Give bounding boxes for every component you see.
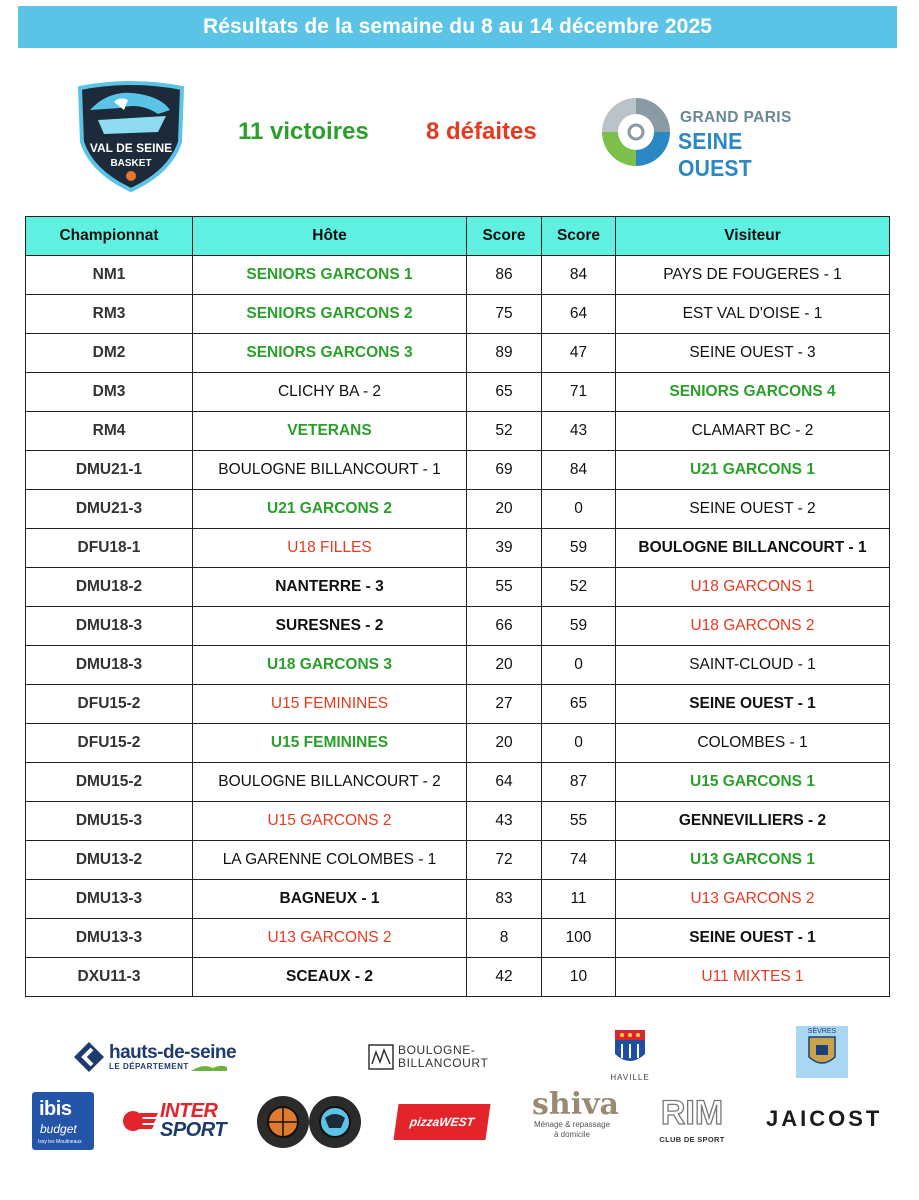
sponsor-parks-decibels xyxy=(255,1094,367,1155)
cell-host: U15 GARCONS 2 xyxy=(193,802,467,841)
cell-visitor: U11 MIXTES 1 xyxy=(616,958,890,997)
sevres-name: SÈVRES xyxy=(807,1028,837,1035)
table-row xyxy=(26,958,890,997)
ibis-name: ibis xyxy=(39,1098,72,1120)
cell-championnat: DMU18-3 xyxy=(26,646,193,685)
cell-visitor: U21 GARCONS 1 xyxy=(616,451,890,490)
cell-championnat: DMU15-2 xyxy=(26,763,193,802)
basketball-icon xyxy=(126,171,136,181)
hauts-de-seine-sub: LE DÉPARTEMENT xyxy=(109,1062,189,1071)
header-score-visitor: Score xyxy=(542,217,616,256)
cell-score-visitor: 71 xyxy=(542,373,616,412)
table-row xyxy=(26,607,890,646)
rim-logo-icon xyxy=(642,1094,742,1128)
cell-championnat: DMU21-3 xyxy=(26,490,193,529)
wins-count: 11 victoires xyxy=(238,118,369,145)
table-row xyxy=(26,802,890,841)
hills-icon xyxy=(189,1062,229,1072)
partner-logo-line1: GRAND PARIS xyxy=(680,109,792,126)
header-visitor: Visiteur xyxy=(616,217,890,256)
cell-host: BOULOGNE BILLANCOURT - 2 xyxy=(193,763,467,802)
title-banner xyxy=(18,6,897,48)
cell-score-host: 20 xyxy=(467,724,542,763)
cell-host: SENIORS GARCONS 1 xyxy=(193,256,467,295)
cell-score-host: 20 xyxy=(467,646,542,685)
cell-host: U21 GARCONS 2 xyxy=(193,490,467,529)
cell-championnat: DFU15-2 xyxy=(26,685,193,724)
cell-score-host: 52 xyxy=(467,412,542,451)
sponsor-boulogne xyxy=(368,1044,488,1070)
club-logo-text-2: BASKET xyxy=(110,158,152,169)
table-row xyxy=(26,451,890,490)
cell-championnat: DMU13-3 xyxy=(26,880,193,919)
club-logo-text-1: VAL DE SEINE xyxy=(89,141,173,155)
cell-host: SCEAUX - 2 xyxy=(193,958,467,997)
cell-score-visitor: 0 xyxy=(542,646,616,685)
cell-host: CLICHY BA - 2 xyxy=(193,373,467,412)
cell-host: SENIORS GARCONS 2 xyxy=(193,295,467,334)
table-row xyxy=(26,880,890,919)
cell-visitor: SENIORS GARCONS 4 xyxy=(616,373,890,412)
sponsor-rim xyxy=(640,1094,744,1144)
partner-logo xyxy=(596,94,816,181)
shiva-name: shiva xyxy=(532,1087,619,1122)
cell-score-host: 86 xyxy=(467,256,542,295)
table-row xyxy=(26,295,890,334)
cell-visitor: U13 GARCONS 2 xyxy=(616,880,890,919)
cell-visitor: SEINE OUEST - 1 xyxy=(616,919,890,958)
cell-visitor: GENNEVILLIERS - 2 xyxy=(616,802,890,841)
table-row xyxy=(26,373,890,412)
cell-visitor: COLOMBES - 1 xyxy=(616,724,890,763)
cell-host: SENIORS GARCONS 3 xyxy=(193,334,467,373)
intersport-line1: INTER xyxy=(160,1100,218,1122)
cell-visitor: U18 GARCONS 2 xyxy=(616,607,890,646)
chaville-name: HAVILLE xyxy=(610,1073,650,1082)
hauts-de-seine-name: hauts-de-seine xyxy=(109,1041,237,1063)
cell-championnat: DMU18-3 xyxy=(26,607,193,646)
chaville-crest-icon xyxy=(613,1028,647,1068)
cell-championnat: DMU13-3 xyxy=(26,919,193,958)
cell-score-visitor: 59 xyxy=(542,529,616,568)
table-row xyxy=(26,412,890,451)
cell-score-host: 69 xyxy=(467,451,542,490)
cell-score-host: 8 xyxy=(467,919,542,958)
header-score-host: Score xyxy=(467,217,542,256)
table-header-row xyxy=(26,217,890,256)
cell-score-host: 75 xyxy=(467,295,542,334)
cell-score-host: 66 xyxy=(467,607,542,646)
cell-visitor: EST VAL D'OISE - 1 xyxy=(616,295,890,334)
header-championnat: Championnat xyxy=(26,217,193,256)
cell-host: BOULOGNE BILLANCOURT - 1 xyxy=(193,451,467,490)
table-row xyxy=(26,841,890,880)
cell-score-visitor: 87 xyxy=(542,763,616,802)
sevres-crest-icon xyxy=(807,1035,837,1069)
intersport-star-icon xyxy=(120,1104,160,1138)
sponsor-intersport xyxy=(120,1102,226,1140)
rim-sub: CLUB DE SPORT xyxy=(659,1135,725,1144)
table-row xyxy=(26,529,890,568)
table-row xyxy=(26,919,890,958)
sponsor-pizza-west xyxy=(393,1104,490,1140)
cell-score-host: 43 xyxy=(467,802,542,841)
cell-score-visitor: 55 xyxy=(542,802,616,841)
cell-host: VETERANS xyxy=(193,412,467,451)
cell-score-host: 65 xyxy=(467,373,542,412)
cell-score-visitor: 0 xyxy=(542,490,616,529)
cell-championnat: NM1 xyxy=(26,256,193,295)
results-body xyxy=(26,256,890,997)
cell-score-host: 72 xyxy=(467,841,542,880)
club-logo xyxy=(70,80,192,192)
sponsor-shiva xyxy=(532,1087,619,1139)
cell-championnat: RM4 xyxy=(26,412,193,451)
cell-score-host: 39 xyxy=(467,529,542,568)
cell-score-visitor: 59 xyxy=(542,607,616,646)
cell-score-visitor: 65 xyxy=(542,685,616,724)
cell-host: U15 FEMININES xyxy=(193,685,467,724)
cell-visitor: U15 GARCONS 1 xyxy=(616,763,890,802)
cell-championnat: DXU11-3 xyxy=(26,958,193,997)
cell-score-visitor: 52 xyxy=(542,568,616,607)
cell-visitor: SEINE OUEST - 1 xyxy=(616,685,890,724)
cell-host: U18 GARCONS 3 xyxy=(193,646,467,685)
table-row xyxy=(26,724,890,763)
cell-score-visitor: 11 xyxy=(542,880,616,919)
cell-championnat: DMU13-2 xyxy=(26,841,193,880)
cell-championnat: DFU15-2 xyxy=(26,724,193,763)
cell-visitor: PAYS DE FOUGERES - 1 xyxy=(616,256,890,295)
cell-score-host: 64 xyxy=(467,763,542,802)
cell-championnat: DMU15-3 xyxy=(26,802,193,841)
sponsor-jaicost: JAICOST xyxy=(766,1106,883,1131)
cell-championnat: DFU18-1 xyxy=(26,529,193,568)
shiva-sub1: Ménage & repassage xyxy=(533,1120,611,1129)
cell-score-visitor: 64 xyxy=(542,295,616,334)
cell-score-host: 27 xyxy=(467,685,542,724)
header-host: Hôte xyxy=(193,217,467,256)
partner-logo-line2: SEINE OUEST xyxy=(678,128,752,181)
table-row xyxy=(26,334,890,373)
cell-visitor: CLAMART BC - 2 xyxy=(616,412,890,451)
cell-championnat: RM3 xyxy=(26,295,193,334)
sponsors-area xyxy=(0,1010,919,1200)
cell-score-visitor: 43 xyxy=(542,412,616,451)
cell-score-visitor: 84 xyxy=(542,451,616,490)
cell-score-visitor: 84 xyxy=(542,256,616,295)
cell-host: SURESNES - 2 xyxy=(193,607,467,646)
sponsor-chaville xyxy=(605,1028,655,1082)
cell-championnat: DMU18-2 xyxy=(26,568,193,607)
ibis-location: Issy les Moulineaux xyxy=(38,1139,82,1145)
cell-host: BAGNEUX - 1 xyxy=(193,880,467,919)
sponsor-ibis-budget xyxy=(32,1092,94,1150)
cell-score-visitor: 74 xyxy=(542,841,616,880)
rim-name: RIM xyxy=(660,1094,724,1128)
cell-score-visitor: 100 xyxy=(542,919,616,958)
cell-host: U13 GARCONS 2 xyxy=(193,919,467,958)
cell-visitor: U18 GARCONS 1 xyxy=(616,568,890,607)
table-row xyxy=(26,568,890,607)
cell-score-host: 83 xyxy=(467,880,542,919)
cell-visitor: BOULOGNE BILLANCOURT - 1 xyxy=(616,529,890,568)
cell-score-visitor: 47 xyxy=(542,334,616,373)
parks-basketball-icons xyxy=(255,1094,367,1150)
shiva-sub2: à domicile xyxy=(553,1129,590,1139)
gpso-mark-icon xyxy=(596,94,676,170)
cell-host: NANTERRE - 3 xyxy=(193,568,467,607)
sponsor-hauts-de-seine xyxy=(72,1040,236,1074)
cell-visitor: SAINT-CLOUD - 1 xyxy=(616,646,890,685)
cell-score-host: 42 xyxy=(467,958,542,997)
table-row xyxy=(26,685,890,724)
intersport-line2: SPORT xyxy=(160,1119,227,1141)
cell-host: LA GARENNE COLOMBES - 1 xyxy=(193,841,467,880)
pizza-west-name: pizzaWEST xyxy=(409,1115,475,1129)
cell-championnat: DM2 xyxy=(26,334,193,373)
cell-visitor: SEINE OUEST - 3 xyxy=(616,334,890,373)
boulogne-line2: BILLANCOURT xyxy=(398,1056,489,1070)
sponsor-sevres xyxy=(796,1026,848,1078)
cell-visitor: SEINE OUEST - 2 xyxy=(616,490,890,529)
table-row xyxy=(26,256,890,295)
cell-score-host: 20 xyxy=(467,490,542,529)
losses-count: 8 défaites xyxy=(426,118,537,145)
cell-host: U15 FEMININES xyxy=(193,724,467,763)
boulogne-crest-icon xyxy=(368,1044,394,1070)
cell-score-visitor: 10 xyxy=(542,958,616,997)
cell-score-host: 89 xyxy=(467,334,542,373)
ibis-sub: budget xyxy=(40,1122,77,1136)
results-table xyxy=(25,216,890,997)
page-title: Résultats de la semaine du 8 au 14 décembre 2025 xyxy=(202,15,713,38)
cell-championnat: DMU21-1 xyxy=(26,451,193,490)
boulogne-line1: BOULOGNE- xyxy=(398,1043,476,1058)
cell-score-host: 55 xyxy=(467,568,542,607)
table-row xyxy=(26,763,890,802)
cell-championnat: DM3 xyxy=(26,373,193,412)
table-row xyxy=(26,646,890,685)
table-row xyxy=(26,490,890,529)
cell-score-visitor: 0 xyxy=(542,724,616,763)
hauts-de-seine-icon xyxy=(72,1040,106,1074)
cell-visitor: U13 GARCONS 1 xyxy=(616,841,890,880)
cell-host: U18 FILLES xyxy=(193,529,467,568)
